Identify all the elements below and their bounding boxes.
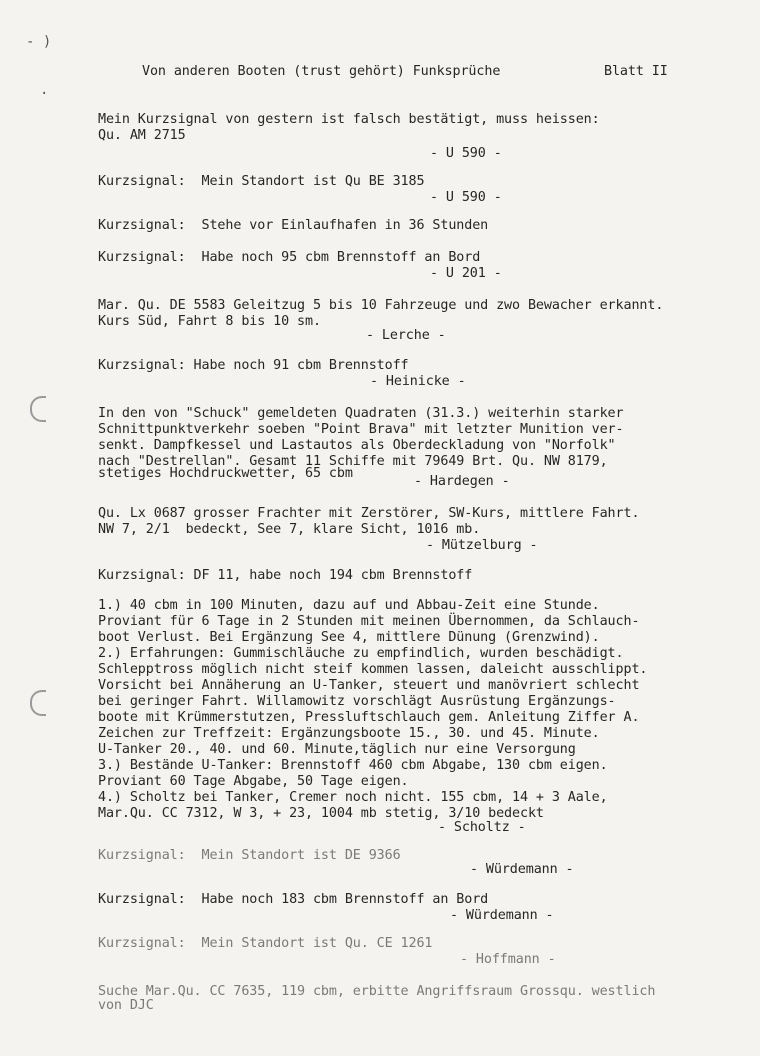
entry-signature: - Würdemann - <box>470 862 574 877</box>
entry-signature: - Lerche - <box>366 328 446 343</box>
entry-signature: - U 590 - <box>430 146 502 161</box>
entry-line: In den von "Schuck" gemeldeten Quadraten (31.3.) weiterhin starker <box>98 406 624 421</box>
entry-line: 1.) 40 cbm in 100 Minuten, dazu auf und Abbau-Zeit eine Stunde. <box>98 598 600 613</box>
entry-line: Kurzsignal: Mein Standort ist Qu. CE 1261 <box>98 936 433 951</box>
header-title: Von anderen Booten (trust gehört) Funksprüche <box>142 64 501 79</box>
entry-line: boote mit Krümmerstutzen, Pressluftschlauch gem. Anleitung Ziffer A. <box>98 710 640 725</box>
entry-line: Suche Mar.Qu. CC 7635, 119 cbm, erbitte Angriffsraum Grossqu. westlich <box>98 984 656 999</box>
entry-signature: - Scholtz - <box>438 820 526 835</box>
entry-signature: - Heinicke - <box>370 374 466 389</box>
entry-signature: - Würdemann - <box>450 908 554 923</box>
margin-dot: · <box>40 86 49 102</box>
entry-line: bei geringer Fahrt. Willamowitz vorschlägt Ausrüstung Ergänzungs- <box>98 694 616 709</box>
entry-line: Proviant 60 Tage Abgabe, 50 Tage eigen. <box>98 774 409 789</box>
entry-line: Qu. AM 2715 <box>98 128 186 143</box>
entry-line: Kurzsignal: DF 11, habe noch 194 cbm Brennstoff <box>98 568 473 583</box>
entry-line: stetiges Hochdruckwetter, 65 cbm <box>98 466 353 481</box>
entry-line: Mar.Qu. CC 7312, W 3, + 23, 1004 mb stetig, 3/10 bedeckt <box>98 806 544 821</box>
entry-line: 4.) Scholtz bei Tanker, Cremer noch nicht. 155 cbm, 14 + 3 Aale, <box>98 790 608 805</box>
entry-line: Kurzsignal: Habe noch 95 cbm Brennstoff an Bord <box>98 250 481 265</box>
entry-signature: - U 590 - <box>430 190 502 205</box>
entry-line: Kurzsignal: Habe noch 183 cbm Brennstoff an Bord <box>98 892 489 907</box>
entry-signature: - U 201 - <box>430 266 502 281</box>
entry-line: Qu. Lx 0687 grosser Frachter mit Zerstörer, SW-Kurs, mittlere Fahrt. <box>98 506 640 521</box>
entry-line: Kurzsignal: Stehe vor Einlaufhafen in 36 Stunden <box>98 218 489 233</box>
entry-line: nach "Destrellan". Gesamt 11 Schiffe mit 79649 Brt. Qu. NW 8179, <box>98 454 608 469</box>
entry-line: 3.) Bestände U-Tanker: Brennstoff 460 cbm Abgabe, 130 cbm eigen. <box>98 758 608 773</box>
entry-line: Zeichen zur Treffzeit: Ergänzungsboote 15., 30. und 45. Minute. <box>98 726 600 741</box>
entry-signature: - Mützelburg - <box>426 538 538 553</box>
entry-line: Kurzsignal: Mein Standort ist DE 9366 <box>98 848 401 863</box>
entry-line: Proviant für 6 Tage in 2 Stunden mit meinen Übernommen, da Schlauch- <box>98 614 640 629</box>
entry-line: senkt. Dampfkessel und Lastautos als Oberdeckladung von "Norfolk" <box>98 438 616 453</box>
entry-line: von DJC <box>98 998 154 1013</box>
entry-line: Schlepptross möglich nicht steif kommen lassen, daleicht ausschlippt. <box>98 662 648 677</box>
entry-line: Kurzsignal: Habe noch 91 cbm Brennstoff <box>98 358 409 373</box>
entry-line: Kurzsignal: Mein Standort ist Qu BE 3185 <box>98 174 425 189</box>
margin-mark: - ) <box>26 34 52 50</box>
entry-line: Vorsicht bei Annäherung an U-Tanker, steuert und manövriert schlecht <box>98 678 640 693</box>
entry-line: Schnittpunktverkehr soeben "Point Brava" mit letzter Munition ver- <box>98 422 624 437</box>
entry-line: NW 7, 2/1 bedeckt, See 7, klare Sicht, 1016 mb. <box>98 522 481 537</box>
entry-line: Mein Kurzsignal von gestern ist falsch bestätigt, muss heissen: <box>98 112 600 127</box>
punch-hole-mark <box>30 690 46 716</box>
entry-line: U-Tanker 20., 40. und 60. Minute,täglich nur eine Versorgung <box>98 742 576 757</box>
punch-hole-mark <box>30 396 46 422</box>
entry-line: 2.) Erfahrungen: Gummischläuche zu empfindlich, wurden beschädigt. <box>98 646 624 661</box>
entry-line: Kurs Süd, Fahrt 8 bis 10 sm. <box>98 314 321 329</box>
entry-line: Mar. Qu. DE 5583 Geleitzug 5 bis 10 Fahrzeuge und zwo Bewacher erkannt. <box>98 298 664 313</box>
entry-signature: - Hoffmann - <box>460 952 556 967</box>
entry-line: boot Verlust. Bei Ergänzung See 4, mittlere Dünung (Grenzwind). <box>98 630 600 645</box>
entry-signature: - Hardegen - <box>414 474 510 489</box>
sheet-label: Blatt II <box>604 64 668 79</box>
